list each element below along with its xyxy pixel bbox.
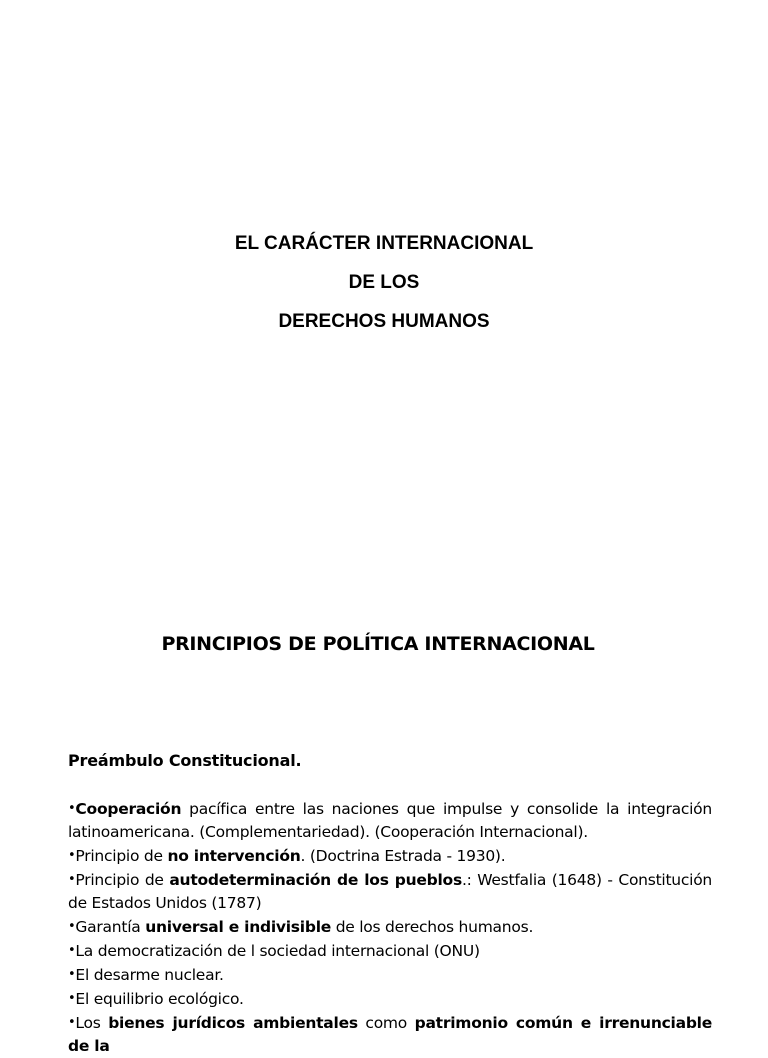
title-line-2: DE LOS xyxy=(348,272,420,293)
title-line-1: EL CARÁCTER INTERNACIONAL xyxy=(234,233,534,254)
item-text: .: Westfalia (1648) - Constitución de Estados Unidos (1787) xyxy=(68,871,712,912)
bullet-icon: • xyxy=(68,919,76,934)
list-item xyxy=(68,915,712,939)
item-text: Principio de xyxy=(75,847,168,865)
item-text: . (Doctrina Estrada - 1930). xyxy=(300,847,506,865)
item-bold-text: no intervención xyxy=(167,847,301,865)
bullet-icon: • xyxy=(68,872,76,887)
item-text: El desarme nuclear. xyxy=(75,966,224,984)
list-item xyxy=(68,1011,712,1058)
item-text: de los derechos humanos. xyxy=(331,918,534,936)
item-bold-text: patrimonio común e irrenunciable de la xyxy=(68,1014,712,1055)
preamble-heading: Preámbulo Constitucional. xyxy=(68,751,302,770)
bullet-icon: • xyxy=(68,943,76,958)
section-heading: PRINCIPIOS DE POLÍTICA INTERNACIONAL xyxy=(161,633,595,655)
title-line-3: DERECHOS HUMANOS xyxy=(278,311,490,332)
item-text: La democratización de l sociedad internacional (ONU) xyxy=(75,942,480,960)
list-item xyxy=(68,963,712,987)
item-text: pacífica entre las naciones que impulse y consolide la integración latinoamericana. (Complementariedad). (Cooperación Internacional). xyxy=(68,800,712,841)
bullet-icon: • xyxy=(68,801,76,816)
document-title xyxy=(0,232,768,349)
item-text: Principio de xyxy=(75,871,170,889)
item-bold-text: universal e indivisible xyxy=(145,918,332,936)
bullet-icon: • xyxy=(68,1015,76,1030)
bullet-icon: • xyxy=(68,848,76,863)
item-text: Garantía xyxy=(75,918,146,936)
item-text: Los xyxy=(75,1014,109,1032)
item-text: El equilibrio ecológico. xyxy=(75,990,244,1008)
list-item xyxy=(68,797,712,844)
bullet-icon: • xyxy=(68,991,76,1006)
list-item xyxy=(68,987,712,1011)
bullet-icon: • xyxy=(68,967,76,982)
list-item xyxy=(68,844,712,868)
principles-list xyxy=(68,797,712,1058)
list-item xyxy=(68,939,712,963)
item-bold-text: bienes jurídicos ambientales xyxy=(108,1014,358,1032)
item-text: como xyxy=(357,1014,415,1032)
item-bold-text: Cooperación xyxy=(75,800,182,818)
item-bold-text: autodeterminación de los pueblos xyxy=(169,871,462,889)
list-item xyxy=(68,868,712,915)
